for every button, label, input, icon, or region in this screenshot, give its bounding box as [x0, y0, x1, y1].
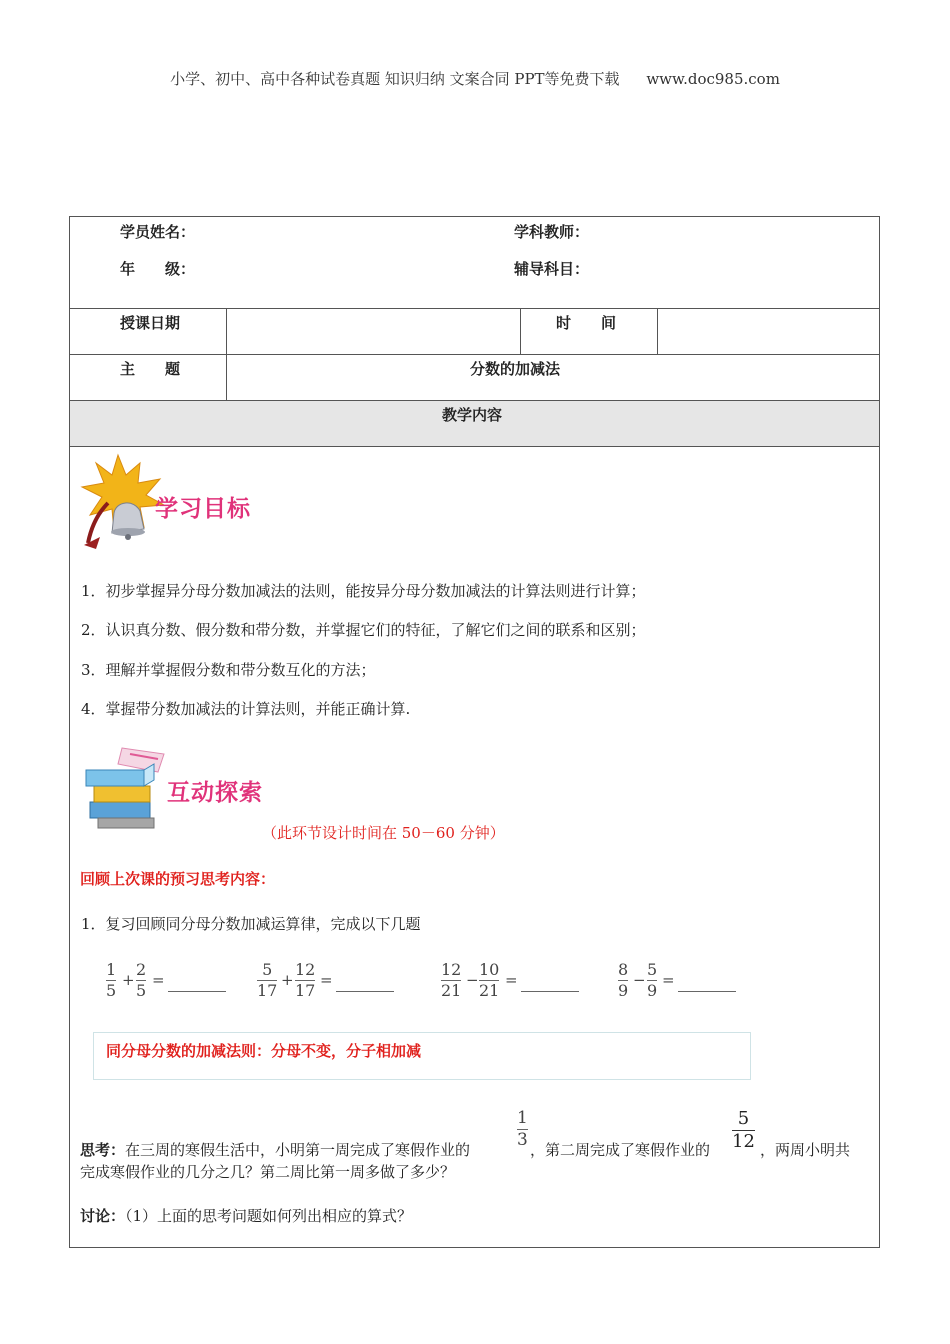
rule-text: 同分母分数的加减法则：分母不变，分子相加减: [106, 1042, 422, 1060]
answer-blank[interactable]: [678, 991, 736, 992]
discuss-text: （1）上面的思考问题如何列出相应的算式？: [125, 1207, 413, 1225]
fraction: [136, 961, 146, 1000]
divider: [657, 309, 658, 354]
goal-item: 1．初步掌握异分母分数加减法的法则，能按异分母分数加减法的计算法则进行计算；: [81, 582, 646, 600]
numerator: 1: [106, 960, 117, 979]
divider: [520, 309, 521, 354]
numerator: 5: [262, 960, 273, 979]
answer-blank[interactable]: [336, 991, 394, 992]
goal-item: 4．掌握带分数加减法的计算法则，并能正确计算.: [81, 700, 411, 718]
goal-item: 2．认识真分数、假分数和带分数，并掌握它们的特征，了解它们之间的联系和区别；: [81, 621, 646, 639]
fraction: [106, 961, 116, 1000]
info-row: [70, 217, 879, 309]
books-icon: [80, 742, 176, 834]
content-label: 教学内容: [442, 406, 503, 424]
numerator: 2: [136, 960, 147, 979]
denominator: 5: [106, 981, 117, 1000]
date-row: [70, 309, 879, 355]
think-text: ，第二周完成了寒假作业的: [530, 1141, 711, 1159]
denominator: 9: [647, 981, 658, 1000]
section-title-goals: 学习目标: [155, 496, 251, 522]
fraction: [479, 961, 499, 1000]
header-url[interactable]: www.doc985.com: [646, 70, 780, 88]
denominator: 5: [136, 981, 147, 1000]
review-heading: 回顾上次课的预习思考内容：: [80, 870, 276, 888]
think-label: 思考：: [80, 1141, 126, 1159]
fraction: [732, 1109, 755, 1152]
lesson-sheet: [69, 216, 880, 1248]
time-note: （此环节设计时间在 50－60 分钟）: [262, 824, 505, 842]
goal-item: 3．理解并掌握假分数和带分数互化的方法；: [81, 661, 376, 679]
think-text: 在三周的寒假生活中，小明第一周完成了寒假作业的: [125, 1141, 471, 1159]
teacher-label: 学科教师：: [514, 223, 590, 241]
answer-blank[interactable]: [521, 991, 579, 992]
denominator: 17: [295, 981, 316, 1000]
denominator: 12: [732, 1131, 755, 1152]
fraction: [517, 1109, 528, 1150]
equals-sign: =: [505, 971, 518, 989]
operator: −: [633, 971, 646, 989]
fraction: [647, 961, 657, 1000]
denominator: 21: [479, 981, 500, 1000]
fraction: [441, 961, 461, 1000]
topic-value: 分数的加减法: [470, 360, 561, 378]
date-label: 授课日期: [120, 314, 181, 332]
subject-label: 辅导科目：: [514, 260, 590, 278]
time-label: 时 间: [556, 314, 617, 332]
operator: +: [281, 971, 294, 989]
think-line-1: [80, 1139, 470, 1160]
topic-label: 主 题: [120, 360, 181, 378]
discussion-line: [80, 1205, 412, 1226]
fraction: [618, 961, 628, 1000]
books-banner: [80, 742, 176, 834]
denominator: 17: [257, 981, 278, 1000]
grade-label: 年 级：: [120, 260, 196, 278]
fraction: [295, 961, 315, 1000]
think-line-2: 完成寒假作业的几分之几？第二周比第一周多做了多少？: [80, 1163, 456, 1181]
site-header: [0, 68, 950, 89]
numerator: 1: [517, 1108, 528, 1128]
divider: [226, 355, 227, 400]
equals-sign: =: [662, 971, 675, 989]
review-item: 1．复习回顾同分母分数加减运算律，完成以下几题: [81, 915, 421, 933]
numerator: 8: [618, 960, 629, 979]
numerator: 12: [441, 960, 462, 979]
divider: [226, 309, 227, 354]
equals-sign: =: [152, 971, 165, 989]
content-header-row: [70, 401, 879, 447]
topic-row: [70, 355, 879, 401]
discuss-label: 讨论：: [80, 1207, 126, 1225]
numerator: 5: [647, 960, 658, 979]
denominator: 9: [618, 981, 629, 1000]
numerator: 5: [737, 1108, 750, 1129]
section-title-explore: 互动探索: [167, 780, 263, 806]
answer-blank[interactable]: [168, 991, 226, 992]
fraction: [257, 961, 277, 1000]
think-text: ，两周小明共: [760, 1141, 851, 1159]
operator: +: [122, 971, 135, 989]
header-text: 小学、初中、高中各种试卷真题 知识归纳 文案合同 PPT等免费下载: [170, 70, 620, 88]
operator: −: [466, 971, 479, 989]
numerator: 12: [295, 960, 316, 979]
denominator: 21: [441, 981, 462, 1000]
student-name-label: 学员姓名：: [120, 223, 196, 241]
denominator: 3: [517, 1130, 528, 1150]
rule-box: [93, 1032, 751, 1080]
equals-sign: =: [320, 971, 333, 989]
numerator: 10: [479, 960, 500, 979]
